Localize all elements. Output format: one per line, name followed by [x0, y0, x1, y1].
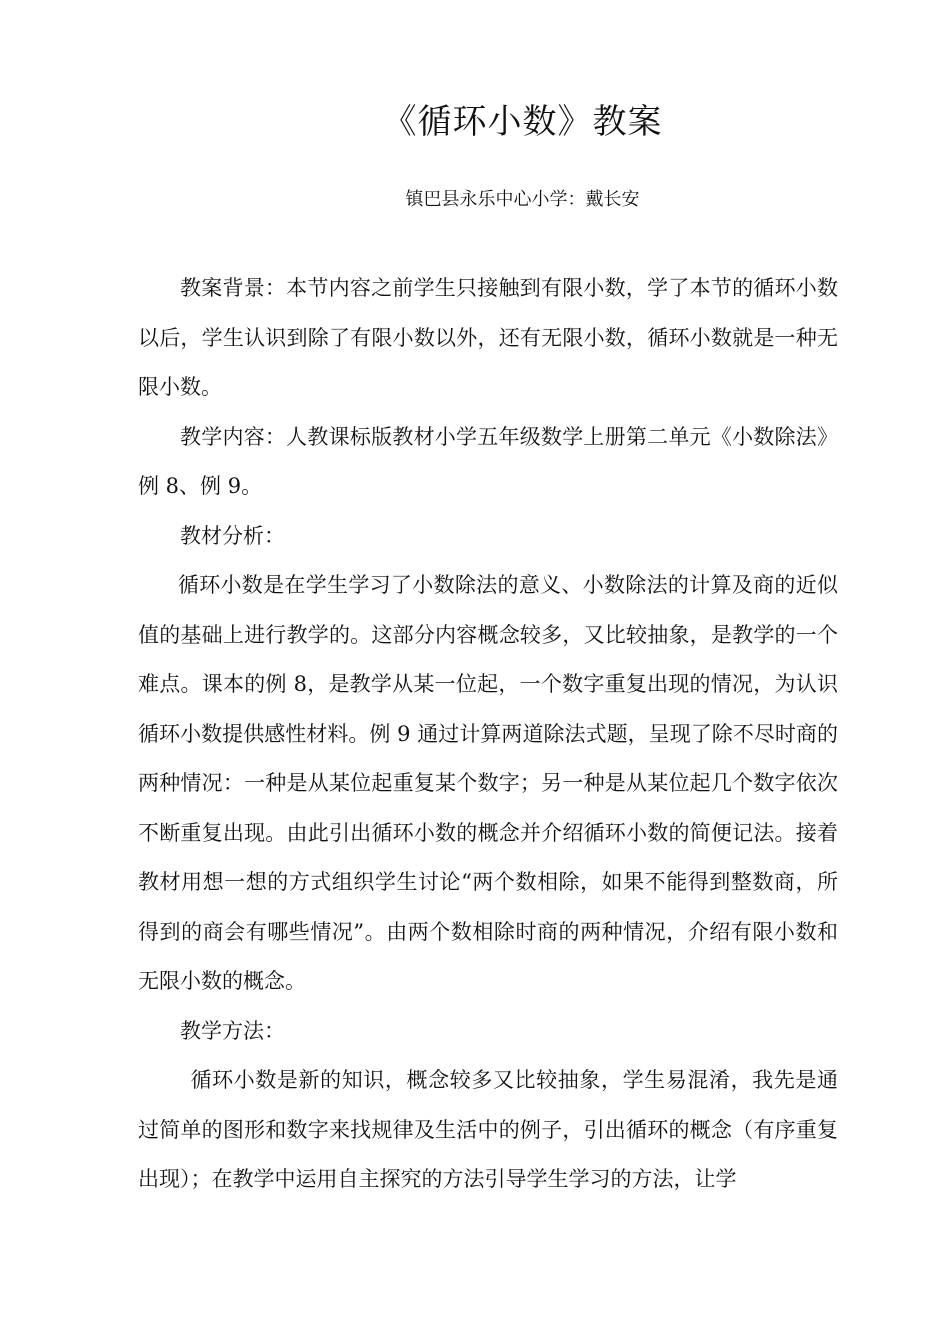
paragraph-teaching-content: 教学内容：人教课标版教材小学五年级数学上册第二单元《小数除法》例 8、例 9。 — [138, 424, 838, 498]
paragraph-background: 教案背景：本节内容之前学生只接触到有限小数，学了本节的循环小数以后，学生认识到除了有限小数以外，还有无限小数，循环小数就是一种无限小数。 — [138, 276, 838, 399]
document-body — [138, 264, 838, 1205]
paragraph-textbook-analysis: 循环小数是在学生学习了小数除法的意义、小数除法的计算及商的近似值的基础上进行教学的。这部分内容概念较多，又比较抽象，是教学的一个难点。课本的例 8，是教学从某一位起，一个数字重复出现的情况，为认识循环小数提供感性材料。例 9 通过计算两道除法式题，呈现了除不尽时商的两种情况：一种是从某位起重复某个数字；另一种是从某位起几个数字依次不断重复出现。由此引出循环小数的概念并介绍循环小数的简便记法。接着教材用想一想的方式组织学生讨论“两个数相除，如果不能得到整数商，所得到的商会有哪些情况”。由两个数相除时商的两种情况，介绍有限小数和无限小数的概念。 — [138, 573, 838, 993]
document-title: 《循环小数》教案 — [382, 102, 663, 142]
heading-textbook-analysis: 教材分析： — [180, 523, 285, 548]
heading-teaching-method: 教学方法： — [180, 1018, 285, 1043]
paragraph-teaching-method: 循环小数是新的知识，概念较多又比较抽象，学生易混淆，我先是通过简单的图形和数字来找规律及生活中的例子，引出循环的概念（有序重复出现）；在教学中运用自主探究的方法引导学生学习的方法，让学 — [138, 1068, 838, 1191]
author-byline: 镇巴县永乐中心小学：戴长安 — [405, 189, 640, 210]
